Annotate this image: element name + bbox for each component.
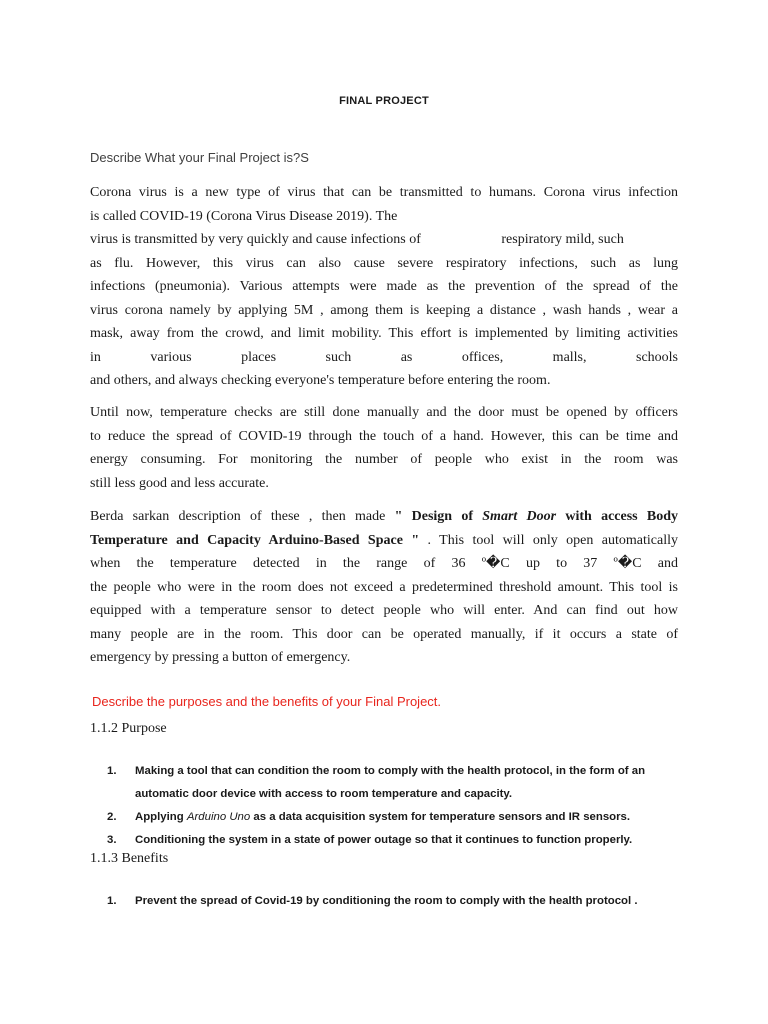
list-item-text: as a data acquisition system for temperature sensors and IR sensors. <box>250 811 631 823</box>
list-item-text: Conditioning the system in a state of power outage so that it continues to function properly. <box>135 834 633 846</box>
text-line: as flu. However, this virus can also cause severe respiratory infections, such as lung <box>90 255 678 271</box>
text-line: Until now, temperature checks are still done manually and the door must be opened by officers <box>90 405 678 420</box>
paragraph-project-description <box>90 505 678 670</box>
paragraph-manual-checks <box>90 401 678 495</box>
text-span: . This tool will only open automatically <box>427 532 678 548</box>
text-line: virus corona namely by applying 5M , among them is keeping a distance , wash hands , wear a <box>90 302 678 318</box>
text-span-bold: " Design of <box>394 509 483 524</box>
paragraph-corona-intro <box>90 181 678 393</box>
list-number: 3. <box>107 834 117 846</box>
list-item <box>107 890 687 913</box>
text-line: and others, and always checking everyone's temperature before entering the room. <box>90 373 551 388</box>
list-item-text: Making a tool that can condition the room to comply with the health protocol, in the form of an automatic door device with access to room temperature and capacity. <box>135 765 646 800</box>
text-line: energy consuming. For monitoring the number of people who exist in the room was <box>90 452 678 467</box>
benefits-list <box>107 890 687 913</box>
text-line <box>90 529 678 553</box>
list-item-text-italic: Arduino Uno <box>186 811 251 823</box>
text-line: virus is transmitted by very quickly and cause infections of respiratory mild, such <box>90 232 624 247</box>
text-line: Corona virus is a new type of virus that can be transmitted to humans. Corona virus infection <box>90 185 678 200</box>
list-item <box>107 760 687 806</box>
question-what-is-project: Describe What your Final Project is?S <box>90 150 309 165</box>
text-line: to reduce the spread of COVID-19 through the touch of a hand. However, this can be time and <box>90 428 678 444</box>
text-line: many people are in the room. This door can be operated manually, if it occurs a state of <box>90 626 678 642</box>
purpose-list <box>107 760 687 852</box>
text-line <box>90 505 678 529</box>
list-number: 1. <box>107 895 117 907</box>
text-line: equipped with a temperature sensor to detect people who will enter. And can find out how <box>90 603 678 618</box>
text-line: emergency by pressing a button of emergency. <box>90 650 351 665</box>
list-item <box>107 806 687 829</box>
question-purposes-benefits: Describe the purposes and the benefits of your Final Project. <box>92 694 442 709</box>
text-span-bold: with access Body <box>556 509 678 524</box>
text-line: is called COVID-19 (Corona Virus Disease 2019). The <box>90 208 398 224</box>
text-line: still less good and less accurate. <box>90 475 269 491</box>
list-number: 2. <box>107 811 117 823</box>
purpose-heading: 1.1.2 Purpose <box>90 721 167 736</box>
text-line: in various places such as offices, malls, schools <box>90 349 678 365</box>
list-number: 1. <box>107 765 117 777</box>
text-line: infections (pneumonia). Various attempts were made as the prevention of the spread of the <box>90 279 678 294</box>
text-span-bold-italic: Smart Door <box>482 509 557 524</box>
list-item-text: Prevent the spread of Covid-19 by conditioning the room to comply with the health protocol . <box>135 895 638 907</box>
text-line: when the temperature detected in the range of 36 º�C up to 37 º�C and <box>90 556 678 571</box>
text-span: Berda sarkan description of these , then made <box>90 509 395 524</box>
text-line: the people who were in the room does not exceed a predetermined threshold amount. This tool is <box>90 579 678 595</box>
document-title: FINAL PROJECT <box>339 95 429 107</box>
list-item <box>107 829 687 852</box>
text-line: mask, away from the crowd, and limit mobility. This effort is implemented by limiting activities <box>90 326 678 341</box>
text-span-bold: Temperature and Capacity Arduino-Based Space " <box>90 532 428 548</box>
benefits-heading: 1.1.3 Benefits <box>90 851 169 866</box>
list-item-text: Applying <box>135 811 187 823</box>
